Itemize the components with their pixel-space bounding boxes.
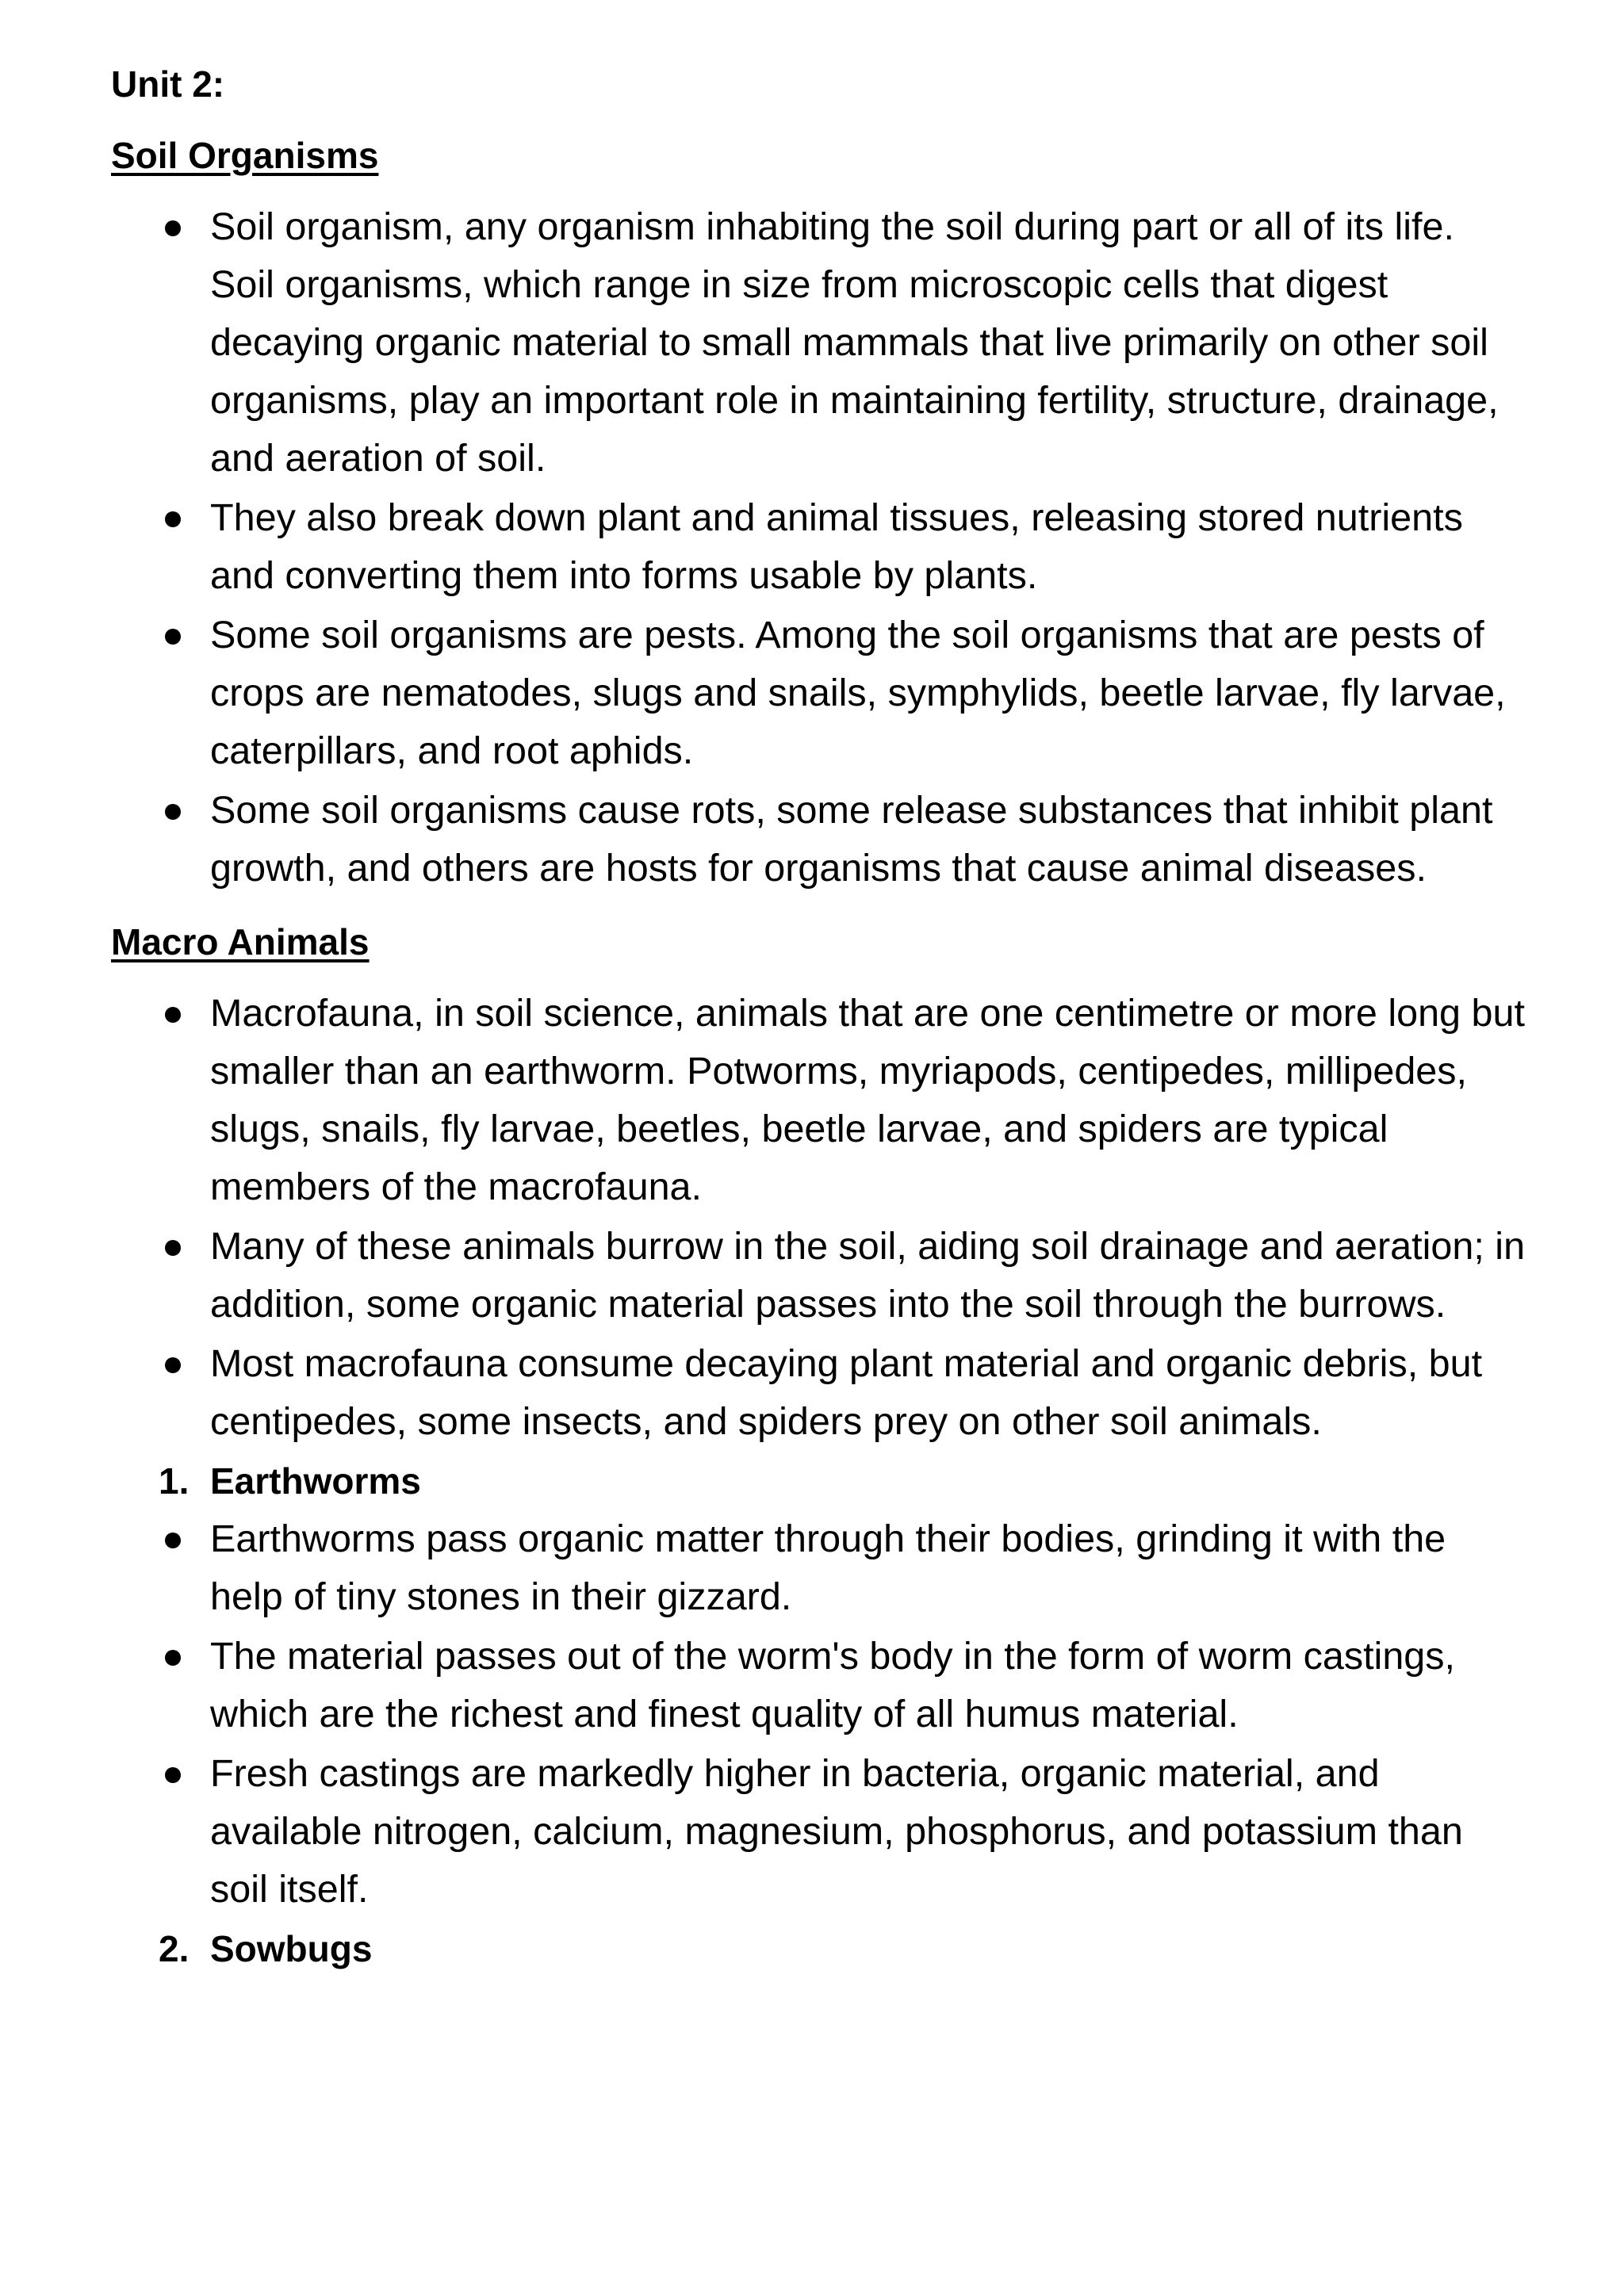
bullet-icon [165,511,181,527]
bullet-item [111,489,1529,605]
bullet-item [111,985,1529,1216]
earthworms-bullet-list [111,1510,1529,1919]
bullet-item [111,1335,1529,1451]
macro-animals-bullet-list [111,985,1529,1451]
bullet-item [111,1218,1529,1334]
bullet-icon [165,1357,181,1373]
bullet-text: Some soil organisms are pests. Among the soil organisms that are pests of crops are nematodes, slugs and snails, symphylids, beetle larvae, fly larvae, caterpillars, and root aphids. [210,614,1506,772]
item-title: Sowbugs [210,1928,373,1969]
numbered-item-earthworms [111,1452,1529,1510]
bullet-text: They also break down plant and animal tissues, releasing stored nutrients and converting them into forms usable by plants. [210,496,1463,597]
bullet-icon [165,804,181,820]
item-number: 1. [159,1460,190,1502]
macro-animals-numbered-list [111,1452,1529,1510]
bullet-text: Fresh castings are markedly higher in bacteria, organic material, and available nitrogen, calcium, magnesium, phosphorus, and potassium than soil itself. [210,1752,1463,1911]
section-heading-macro-animals: Macro Animals [111,921,370,962]
bullet-text: The material passes out of the worm's body in the form of worm castings, which are the richest and finest quality of all humus material. [210,1635,1455,1735]
section-spacer [111,899,1529,920]
numbered-item-sowbugs [111,1920,1529,1978]
item-title: Earthworms [210,1460,421,1502]
bullet-icon [165,629,181,645]
bullet-item [111,1745,1529,1919]
bullet-text: Macrofauna, in soil science, animals that are one centimetre or more long but smaller than an earthworm. Potworms, myriapods, centipedes, millipedes, slugs, snails, fly larvae, beetles, beetle larvae, and spiders are typical members of the macrofauna. [210,992,1525,1208]
bullet-icon [165,1767,181,1783]
bullet-text: Earthworms pass organic matter through their bodies, grinding it with the help of tiny stones in their gizzard. [210,1517,1446,1618]
bullet-item [111,1628,1529,1743]
macro-animals-numbered-list-cont [111,1920,1529,1978]
bullet-text: Soil organism, any organism inhabiting the soil during part or all of its life. Soil organisms, which range in size from microscopic cells that digest decaying organic material to small mammals that live primarily on other soil organisms, play an important role in maintaining fertility, structure, drainage, and aeration of soil. [210,205,1499,480]
section-heading-soil-organisms: Soil Organisms [111,135,379,176]
bullet-item [111,607,1529,780]
bullet-text: Some soil organisms cause rots, some release substances that inhibit plant growth, and others are hosts for organisms that cause animal diseases. [210,789,1493,890]
soil-organisms-bullet-list [111,198,1529,897]
item-number: 2. [159,1928,190,1969]
bullet-icon [165,1007,181,1023]
bullet-text: Most macrofauna consume decaying plant material and organic debris, but centipedes, some insects, and spiders prey on other soil animals. [210,1342,1483,1443]
bullet-icon [165,1533,181,1548]
bullet-icon [165,220,181,236]
bullet-item [111,782,1529,897]
bullet-item [111,198,1529,488]
unit-title: Unit 2: [111,63,225,105]
bullet-icon [165,1650,181,1666]
bullet-item [111,1510,1529,1626]
bullet-text: Many of these animals burrow in the soil, aiding soil drainage and aeration; in addition, some organic material passes into the soil through the burrows. [210,1225,1526,1326]
bullet-icon [165,1240,181,1256]
